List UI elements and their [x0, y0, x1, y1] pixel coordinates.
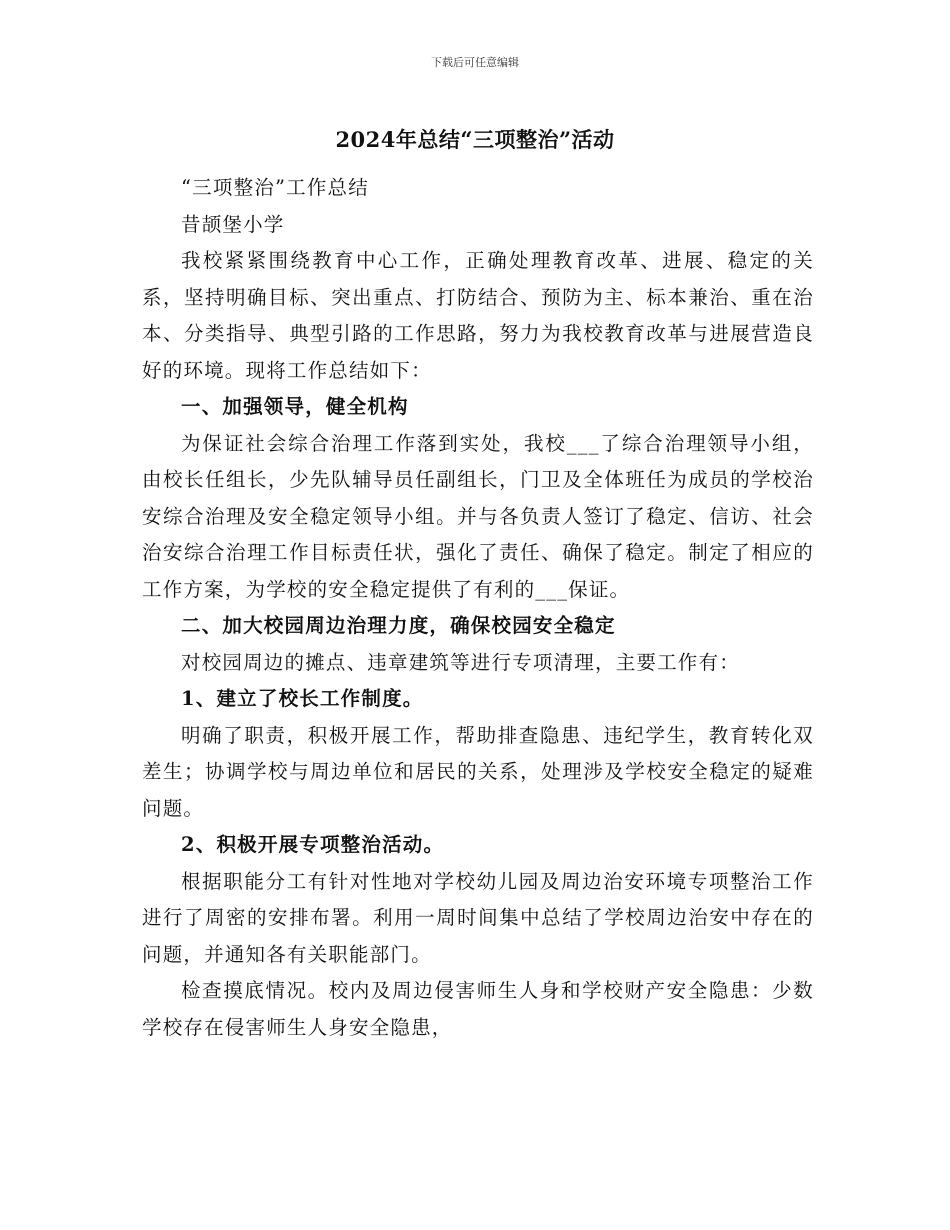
- section-heading: 2、积极开展专项整治活动。: [181, 833, 445, 856]
- body-paragraph: 为保证社会综合治理工作落到实处，我校___了综合治理领导小组，由校长任组长，少先队辅导员任副组长，门卫及全体班任为成员的学校治安综合治理及安全稳定领导小组。并与各负责人签订了稳定、信访、社会治安综合治理工作目标责任状，强化了责任、确保了稳定。制定了相应的工作方案，为学校的安全稳定提供了有利的___保证。: [142, 431, 814, 601]
- body-paragraph: 昔颉堡小学: [181, 212, 285, 236]
- body-paragraph: “三项整治”工作总结: [181, 176, 369, 199]
- body-paragraph: 对校园周边的摊点、违章建筑等进行专项清理，主要工作有：: [181, 650, 740, 674]
- body-paragraph: 明确了职责，积极开展工作，帮助排查隐患、违纪学生，教育转化双差生；协调学校与周边单位和居民的关系，处理涉及学校安全稳定的疑难问题。: [142, 723, 814, 820]
- section-heading: 二、加大校园周边治理力度，确保校园安全稳定: [181, 614, 616, 637]
- body-paragraph: 检查摸底情况。校内及周边侵害师生人身和学校财产安全隐患：少数学校存在侵害师生人身安全隐患，: [142, 979, 814, 1039]
- document-title: 2024年总结“三项整治”活动: [335, 127, 615, 152]
- document-body: [142, 170, 814, 1046]
- section-heading: 1、建立了校长工作制度。: [181, 687, 424, 710]
- body-paragraph: 根据职能分工有针对性地对学校幼儿园及周边治安环境专项整治工作进行了周密的安排布署。利用一周时间集中总结了学校周边治安中存在的问题，并通知各有关职能部门。: [142, 869, 814, 966]
- body-paragraph: 我校紧紧围绕教育中心工作，正确处理教育改革、进展、稳定的关系，坚持明确目标、突出重点、打防结合、预防为主、标本兼治、重在治本、分类指导、典型引路的工作思路，努力为我校教育改革与进展营造良好的环境。现将工作总结如下：: [142, 249, 814, 382]
- section-heading: 一、加强领导，健全机构: [181, 395, 409, 418]
- header-note: 下载后可任意编辑: [431, 56, 519, 69]
